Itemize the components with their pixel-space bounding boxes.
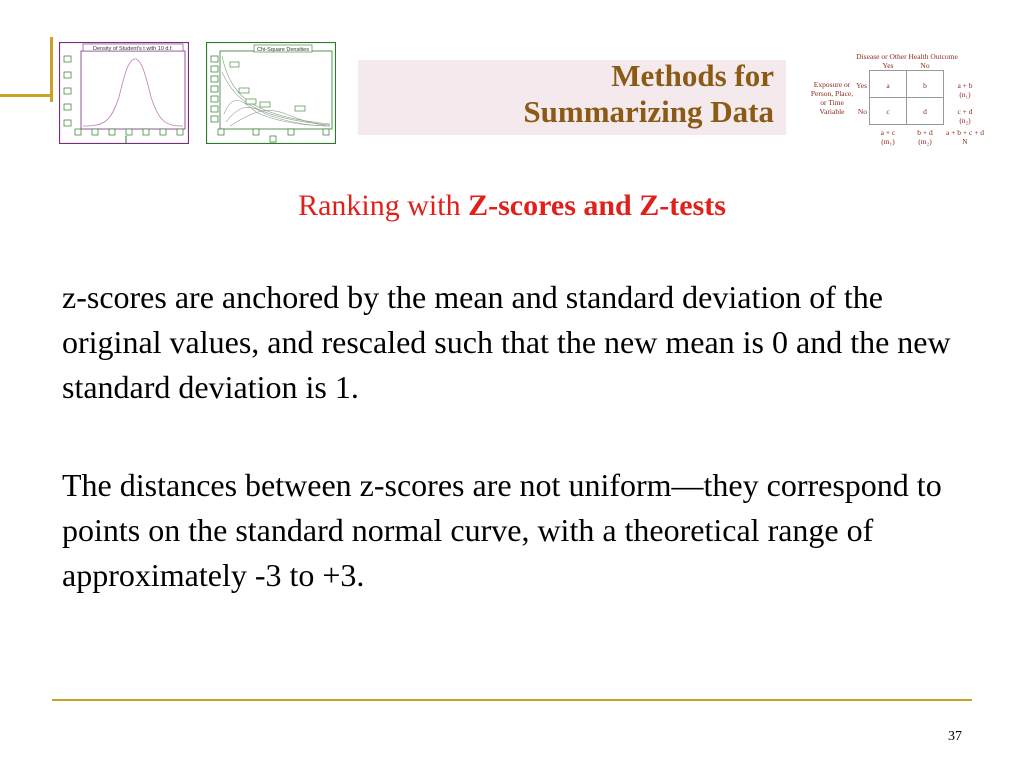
ct-grand-total: a + b + c + d <box>945 128 985 137</box>
contingency-table <box>790 48 1000 148</box>
ct-col-total-2-sub: (m₂) <box>918 137 932 146</box>
ct-col-total-1: a + c <box>880 128 896 137</box>
ct-row-total-2: c + d <box>957 107 973 116</box>
ct-row-total-1-sub: (n₁) <box>959 90 971 99</box>
ct-row-label-1: Exposure or <box>813 80 851 89</box>
ct-cell-b: b <box>923 81 927 90</box>
ct-row-yes: Yes <box>856 81 867 90</box>
gold-bottom-rule <box>52 699 972 701</box>
ct-col-total-1-sub: (m₁) <box>881 137 895 146</box>
page-number: 37 <box>948 729 962 744</box>
t-density-thumbnail <box>59 42 189 144</box>
paragraph-2: The distances between z-scores are not uniform—they correspond to points on the standard normal curve, with a theoretical range of approximately -3 to +3. <box>62 467 942 593</box>
ct-cell-d: d <box>923 107 927 116</box>
slide-subtitle <box>0 189 1024 223</box>
ct-row-no: No <box>857 107 867 116</box>
title-line-2: Summarizing Data <box>523 94 774 129</box>
title-line-1: Methods for <box>611 58 774 93</box>
ct-cell-c: c <box>886 107 890 116</box>
subtitle-bold: Z-scores and Z-tests <box>468 189 726 222</box>
t-density-title: Density of Student's t with 10 d.f. <box>93 46 173 52</box>
ct-row-label-3: or Time <box>820 98 844 107</box>
chi-square-thumbnail <box>206 42 336 144</box>
paragraph-1: z-scores are anchored by the mean and standard deviation of the original values, and rescaled such that the new mean is 0 and the new standard deviation is 1. <box>62 279 951 405</box>
ct-cell-a: a <box>886 81 890 90</box>
ct-grid-bottom <box>869 124 944 125</box>
ct-col-yes: Yes <box>882 61 894 70</box>
ct-grand-total-sub: N <box>962 137 968 146</box>
ct-row-total-2-sub: (n₂) <box>959 116 971 125</box>
gold-vertical-rule <box>50 37 53 102</box>
chi-square-title: Chi-Square Densities <box>257 47 309 53</box>
ct-col-total-2: b + d <box>917 128 933 137</box>
ct-row-label-2: Person, Place, <box>810 89 854 98</box>
ct-grid-center <box>869 97 944 98</box>
ct-grid-top <box>869 70 944 71</box>
subtitle-normal: Ranking with <box>298 189 469 222</box>
ct-col-no: No <box>920 61 930 70</box>
gold-top-rule <box>0 94 52 97</box>
ct-row-label-4: Variable <box>819 107 845 116</box>
slide-title <box>523 58 774 130</box>
ct-row-total-1: a + b <box>957 81 973 90</box>
ct-header: Disease or Other Health Outcome <box>856 52 958 61</box>
